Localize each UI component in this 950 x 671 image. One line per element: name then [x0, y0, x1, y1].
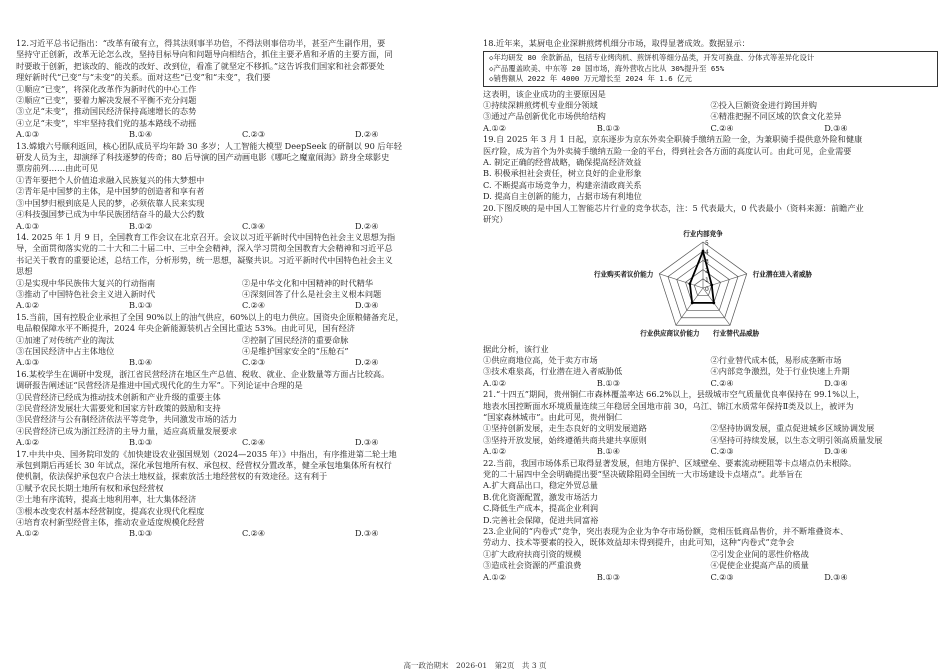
question-stem: 导，全面贯彻落实党的二十大和二十届二中、三中全会精神，深入学习贯彻全国教育大会精神和习近平总: [16, 243, 393, 254]
option-statement: ①供应商地位高，处于卖方市场: [483, 354, 598, 365]
question-stem: 14. 2025 年 1 月 9 日，全国教育工作会议在北京召开。会议以习近平新时代中国特色社会主义思想为指: [16, 231, 396, 242]
question-stem: 电品粮保障水平不断提升，2024 年央企新能源装机占全国比重达 53%。由此可见，国有经济: [16, 323, 355, 334]
option-statement: D. 提高自主创新的能力，占据市场有利地位: [483, 191, 642, 202]
answer-choice: A.①②: [483, 377, 507, 388]
option-statement: C.降低生产成本，提高企业利润: [483, 503, 599, 514]
data-box-line: ◇年均研发 80 余款新品，包括专业烤肉机、煎饼机等细分品类，开发可换盘、分体式等差异化设计: [489, 53, 815, 63]
option-statement: ①顺应“已变”，将深化改革作为新时代的中心工作: [16, 83, 197, 94]
answer-choice: D.③④: [824, 377, 848, 388]
answer-choices: [483, 123, 938, 134]
answer-choice: D.③④: [824, 122, 848, 133]
answer-choice: C.②④: [242, 300, 266, 311]
question-block: [16, 369, 468, 449]
question-stem: 承包到期后再延长 30 年试点，深化承包地所有权、承包权、经营权分置改革，健全承包地集体所有权行: [16, 460, 392, 471]
answer-choices: [16, 300, 468, 311]
radar-data-point: [691, 301, 694, 304]
option-statement: ②行业替代成本低，易形成垄断市场: [710, 354, 842, 365]
answer-choice: B.①②: [129, 220, 153, 231]
option-statement: ④精准把握不同区域的饮食文化差异: [710, 111, 842, 122]
option-statement: ④科技强国梦已成为中华民族团结奋斗的最大公约数: [16, 209, 205, 220]
question-stem: 20.下图反映的是中国人工智能芯片行业的竞争状态，注：5 代表最大，0 代表最小（资料来源：前瞻产业: [483, 202, 864, 213]
question-stem: 调研报告阐述证“民营经济是推进中国式现代化的生力军”。下列论证中合理的是: [16, 380, 303, 391]
question-stem: 书记关于教育的重要论述，总结工作，分析形势，统一思想，凝聚共识。习近平新时代中国特色社会主义: [16, 254, 393, 265]
radar-tick-label: 5: [705, 239, 709, 247]
option-statement: ①是实现中华民族伟大复兴的行动指南: [16, 277, 156, 288]
question-stem: 思想: [16, 266, 33, 277]
radar-data-point: [712, 301, 715, 304]
answer-choice: C.②③: [242, 357, 266, 368]
radar-axis-label: 行业潜在进入者威胁: [752, 270, 813, 279]
option-statement: ②是中华文化和中国精神的时代精华: [242, 277, 374, 288]
answer-choice: A.①②: [483, 571, 507, 582]
option-statement: ②顺应“已变”，要着力解决发展不平衡不充分问题: [16, 95, 197, 106]
radar-axis-label: 行业购买者议价能力: [593, 270, 654, 279]
question-stem: 党的二十届四中全会明确提出要“坚决破除阻碍全国统一大市场建设卡点堵点”。此举旨在: [483, 468, 803, 479]
answer-choice: C.②③: [242, 129, 266, 140]
radar-tick-label: 2: [705, 267, 709, 275]
option-statement: ③造成社会资源的严重浪费: [483, 560, 582, 571]
option-statement: ③在国民经济中占主体地位: [16, 345, 115, 356]
question-stem: 19.自 2025 年 3 月 1 日起，京东逐步为京东外卖全职骑手缴纳五险一金，为兼职骑手提供意外险和健康: [483, 134, 863, 145]
question-stem: 理好新时代“已变”与“未变”的关系。面对这些“已变”和“未变”，我们要: [16, 72, 271, 83]
option-statement: B.优化资源配置，激发市场活力: [483, 491, 599, 502]
answer-choice: C.③④: [242, 220, 266, 231]
option-statement: ④内部竞争激烈，处于行业快速上升期: [710, 366, 850, 377]
answer-choices: [16, 528, 468, 539]
option-statement: ③推动了中国特色社会主义进入新时代: [16, 288, 156, 299]
answer-choice: B.①④: [596, 446, 621, 457]
question-block: [16, 38, 468, 141]
option-statement: ④深刻回答了什么是社会主义根本问题: [242, 288, 382, 299]
option-statement: B. 积极承担社会责任，树立良好的企业形象: [483, 168, 642, 179]
answer-choice: C.②③: [710, 446, 734, 457]
question-stem: 劳动力、技术等要素的投入，既体效益却未得到提升，由此可知，这种“内卷式”竞争会: [483, 537, 795, 548]
answer-choice: A.①②: [16, 528, 40, 539]
option-statement: ④是维护国家安全的“压舱石”: [242, 345, 349, 356]
option-statement: ②土地有序流转，提高土地利用率，壮大集体经济: [16, 494, 197, 505]
radar-svg: [563, 226, 853, 344]
option-statement: ②投入巨额资金进行跨国并购: [710, 100, 817, 111]
answer-choice: D.②④: [355, 357, 379, 368]
option-statement: ①扩大政府扶商引资的规模: [483, 548, 582, 559]
question-stem: 21.“十四五”期间，贵州铜仁市森林覆盖率达 66.2%以上，县级城市空气质量优良率保持在 99.1%以上，: [483, 389, 865, 400]
option-statement: ②控制了国民经济的重要命脉: [242, 334, 349, 345]
option-grid: [483, 100, 938, 123]
radar-data-point: [702, 249, 705, 252]
question-stem: 22.当前，我国市场体系已取得显著发展，但地方保护、区域壁垒、要素流动梗阻等卡点堵点仍未根除。: [483, 457, 857, 468]
question-stem: 这表明，该企业成功的主要原因是: [483, 88, 606, 99]
radar-data-point: [710, 283, 713, 286]
option-statement: ②坚持协调发展，重点促进城乡区域协调发展: [710, 423, 875, 434]
option-statement: ③中国梦归根到底是人民的梦，必须依靠人民来实现: [16, 197, 205, 208]
option-statement: ①加速了对传统产业的淘汰: [16, 334, 115, 345]
option-grid: [483, 355, 938, 378]
answer-choice: C.②④: [710, 377, 734, 388]
option-grid: [483, 549, 938, 572]
answer-choice: D.③④: [355, 437, 379, 448]
question-stem: 18.近年来，某厨电企业深耕煎烤机细分市场，取得显著成效。数据显示：: [483, 38, 750, 48]
question-stem: 票房前列……由此可见: [16, 163, 98, 174]
option-statement: ④坚持可持续发展，以生态文明引领高质量发展: [710, 434, 883, 445]
question-stem: 医疗险，成为首个为外卖骑手缴纳五险一金的平台，得到社会各方面的高度认可。由此可见，企业需要: [483, 145, 852, 156]
answer-choice: B.①③: [129, 437, 153, 448]
answer-choice: D.③④: [824, 446, 848, 457]
option-statement: ③根本改变农村基本经营制度，提高农业现代化程度: [16, 505, 205, 516]
answer-choice: A.①③: [16, 129, 40, 140]
answer-choice: D.③④: [824, 571, 848, 582]
radar-tick-label: 0: [705, 285, 709, 293]
option-statement: C. 不断提高市场竞争力，构建亲清政商关系: [483, 179, 642, 190]
radar-chart: [483, 226, 938, 344]
answer-choice: C.②④: [242, 528, 266, 539]
answer-choice: D.③④: [355, 528, 379, 539]
answer-choice: A.①②: [16, 437, 40, 448]
question-stem: 坚持守正创新，改革无论怎么改，坚持目标导向和问题导向相结合，抓住主要矛盾和矛盾的主要方面，同: [16, 49, 393, 60]
option-statement: ④立足“未变”，牢牢坚持我们党的基本路线不动摇: [16, 117, 197, 128]
answer-choices: [16, 357, 468, 368]
answer-choice: A.①③: [16, 357, 40, 368]
radar-axis-label: 行业供应商议价能力: [640, 328, 700, 337]
question-stem: 研究）: [483, 214, 508, 225]
answer-choices: [16, 437, 468, 448]
answer-choice: B.①③: [596, 122, 621, 133]
radar-axis-label: 行业替代品威胁: [713, 328, 760, 337]
option-statement: ①坚持创新发展，走生态良好的文明发展道路: [483, 423, 647, 434]
option-statement: ②青年是中国梦的主体，是中国梦的创造者和享有者: [16, 186, 205, 197]
answer-choice: C.②③: [710, 571, 734, 582]
question-stem: 使机制，依法保护承包农户合法土地权益，探索放活土地经营权的有效途径。这有利于: [16, 471, 328, 482]
option-statement: ①民营经济已经成为推动技术创新和产业升级的重要主体: [16, 391, 221, 402]
answer-choices: [16, 221, 468, 232]
left-column: [16, 38, 468, 540]
radar-data-point: [688, 282, 691, 285]
answer-choice: B.①④: [129, 357, 153, 368]
answer-choice: A.①②: [483, 446, 507, 457]
right-column: [483, 38, 938, 583]
answer-choice: B.①③: [129, 528, 153, 539]
answer-choices: [483, 572, 938, 583]
option-statement: ③民营经济与公有制经济依法平等竞争，共同激发市场的活力: [16, 414, 238, 425]
question-stem: 17.中共中央、国务院印发的《加快建设农业强国规划（2024—2035 年）》中指出，有序推进第二轮土地: [16, 448, 397, 459]
option-statement: ③技术难泉高，行业潜在进入者威胁低: [483, 366, 623, 377]
option-statement: ①青年要把个人价值追求融入民族复兴的伟大梦想中: [16, 174, 205, 185]
answer-choices: [483, 378, 938, 389]
question-block: [16, 312, 468, 369]
question-block: [16, 449, 468, 540]
radar-tick-label: 1: [705, 276, 709, 284]
answer-choice: C.②④: [242, 437, 266, 448]
option-statement: ③坚持开放发展，始终遵循共商共建共享原则: [483, 434, 647, 445]
question-stem: 研发人员为主，却演绎了科技逐梦的传奇；80 后导演的国产动画电影《哪吒之魔童闹海》跻身全球影史: [16, 152, 390, 163]
question-stem: 13.嫦娥六号顺利返回，核心团队成员平均年龄 30 多岁；人工智能大模型 DeepSeek 的研制以 90 后年轻: [16, 140, 402, 151]
answer-choice: A.①②: [16, 300, 40, 311]
answer-choice: B.①④: [129, 129, 153, 140]
question-block: [16, 232, 468, 312]
option-statement: ③立足“未变”，推动国民经济保持高速增长的态势: [16, 106, 197, 117]
answer-choice: B.①③: [596, 377, 621, 388]
option-statement: ②民营经济发展壮大需要党和国家方针政策的鼓励和支持: [16, 403, 221, 413]
answer-choice: C.②④: [710, 122, 734, 133]
question-stem: 据此分析，该行业: [483, 343, 549, 354]
answer-choices: [483, 446, 938, 457]
question-stem: 时要敢于创新，把该改的、能改的改好、改到位，看准了就坚定不移抓。”这告诉我们国家和社会都要处: [16, 60, 385, 71]
answer-choice: B.①③: [129, 300, 153, 311]
answer-choice: D.③④: [355, 300, 379, 311]
option-grid: [16, 335, 468, 358]
option-statement: ②引发企业间的恶性价格战: [710, 548, 809, 559]
answer-choices: [16, 129, 468, 140]
radar-axis-label: 行业内部竞争: [683, 229, 723, 238]
question-stem: 23.企业间的“内卷式”竞争，突出表现为企业为争夺市场份额，竞相压低商品售价，并不断堆叠资本、: [483, 526, 849, 536]
data-box-line: ◇产品覆盖欧美、中东等 20 国市场，海外营收占比从 30%提升至 65%: [489, 63, 725, 73]
option-statement: D.完善社会保障，促进共同富裕: [483, 514, 599, 525]
option-statement: ④民营经济已成为浙江经济的主导力量，适应高质量发展要求: [16, 425, 238, 436]
option-statement: ①持续深耕煎烤机专业细分领域: [483, 100, 598, 111]
question-stem: 地表水国控断面水环境质量连续三年稳居全国地市前 30，乌江、锦江水质常年保持Ⅱ类及以上，被评为: [483, 400, 854, 411]
answer-choice: A.①③: [16, 220, 40, 231]
option-grid: [16, 278, 468, 301]
answer-choice: D.②④: [355, 220, 379, 231]
option-statement: ①赋予农民长期土地所有权和承包经营权: [16, 482, 164, 493]
option-statement: A.扩大商品出口，稳定外贸总量: [483, 480, 598, 491]
option-grid: [483, 423, 938, 446]
question-stem: 15.当前，国有控股企业承担了全国 90%以上的油气供应，60%以上的电力供应。国资央企原粮储备充足，: [16, 311, 404, 322]
option-statement: A. 制定正确的经营战略，确保提高经济效益: [483, 157, 642, 168]
data-box-line: ◇销售额从 2022 年 4000 万元增长至 2024 年 1.6 亿元: [489, 74, 692, 84]
question-stem: 12.习近平总书记指出：“改革有破有立，得其法则事半功倍，不得法则事倍功半，甚至产生副作用，要: [16, 38, 386, 48]
option-statement: ④促使企业提高产品的质量: [710, 560, 809, 571]
answer-choice: A.①②: [483, 122, 507, 133]
data-box: [483, 51, 938, 86]
radar-tick-label: 4: [705, 248, 709, 256]
page-footer: 高一政治期末 2026-01 第2页 共 3 页: [403, 661, 547, 670]
answer-choice: D.②④: [355, 129, 379, 140]
answer-choice: B.①③: [596, 571, 621, 582]
option-statement: ④培育农村新型经营主体，推动农业适度规模化经营: [16, 517, 205, 528]
question-stem: “国家森林城市”。由此可见，贵州铜仁: [483, 411, 623, 422]
question-block: [16, 141, 468, 232]
question-stem: 16.某校学生在调研中发现，浙江省民营经济在地区生产总值、税收、就业、企业数量等方面占比较高。: [16, 368, 390, 379]
radar-tick-label: 3: [705, 257, 709, 265]
option-statement: ③通过产品创新优化市场供给结构: [483, 111, 606, 122]
